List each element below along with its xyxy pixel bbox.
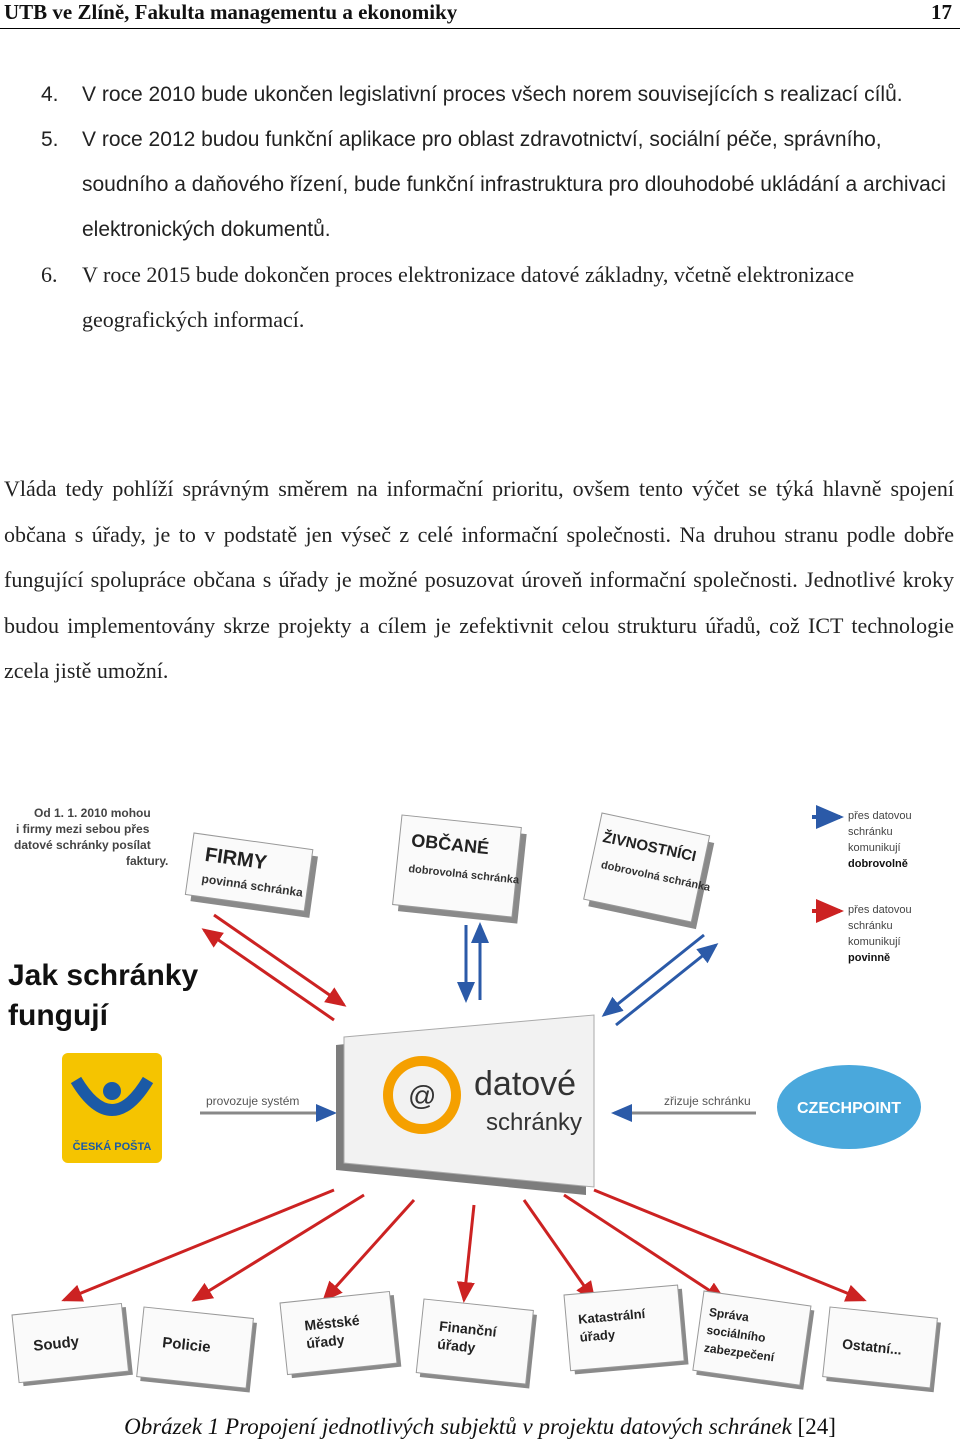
legend-line: schránku <box>848 920 893 932</box>
box-label: Policie <box>161 1334 212 1357</box>
box-label: Soudy <box>32 1333 80 1355</box>
legend-line: schránku <box>848 826 893 838</box>
box-sub: dobrovolná schránka <box>407 862 520 887</box>
caption-text: Obrázek 1 Propojení jednotlivých subjektů v projektu datových schránek <box>124 1414 792 1439</box>
note-line: i firmy mezi sebou přes <box>16 822 150 836</box>
box-label: úřady <box>579 1326 616 1345</box>
list-item <box>0 117 960 252</box>
legend-bold: dobrovolně <box>848 858 908 870</box>
legend-bold: povinně <box>848 952 891 964</box>
page-header <box>0 0 960 29</box>
legend <box>812 810 912 964</box>
box-sprava-socialniho-zabezpeceni <box>692 1291 815 1390</box>
note-line: fakturу. <box>126 854 169 868</box>
headline-line: fungují <box>8 999 108 1032</box>
figure-datove-schranky <box>4 795 956 1395</box>
headline <box>8 959 198 1032</box>
arrow-firmy-back <box>204 930 334 1020</box>
box-label: Městské <box>303 1311 361 1334</box>
list-number: 5. <box>41 128 59 151</box>
list-number: 4. <box>41 83 59 106</box>
posta-label: ČESKÁ POŠTA <box>72 1141 152 1153</box>
box-firmy <box>185 833 319 918</box>
box-katastralni-urady <box>564 1285 689 1375</box>
arrow-zivnostnici <box>604 935 704 1015</box>
box-label: Správa <box>708 1304 750 1325</box>
box-zivnostnici <box>582 813 721 930</box>
box-label: Katastrální <box>577 1306 646 1327</box>
body-paragraph: Vláda tedy pohlíží správným směrem na informační prioritu, ovšem tento výčet se týká hlavně spojení občana s úřady, je to v podstatě jen výseč z celé informační společnosti. Na druhou stranu podle dobře fungující spolupráce občana s úřady je možné posuzovat úroveň informační společnosti. Jednotlivé kroky budou implementovány skrze projekty a cílem je zefektivnit celou strukturu úřadů, což ICT technologie zcela jistě umožní. <box>4 476 954 683</box>
list-text: V roce 2010 bude ukončen legislativní proces všech norem souvisejících s realizací cílů. <box>82 83 903 106</box>
logo-ceska-posta <box>62 1053 162 1163</box>
legend-line: komunikují <box>848 936 901 948</box>
box-sub: dobrovolná schránka <box>599 859 712 894</box>
box-label: sociálního <box>705 1322 767 1345</box>
box-policie <box>136 1307 257 1393</box>
box-ostatni <box>822 1307 941 1392</box>
arrow-firmy <box>214 915 344 1005</box>
legend-line: přes datovou <box>848 810 912 822</box>
arrow-zivnostnici-back <box>616 945 716 1025</box>
label-establishes: zřizuje schránku <box>664 1094 751 1108</box>
brand-line: datové <box>474 1065 577 1103</box>
box-label: zabezpečení <box>703 1340 776 1365</box>
numbered-list <box>0 72 960 342</box>
legend-line: přes datovou <box>848 904 912 916</box>
box-soudy <box>12 1303 133 1387</box>
list-item <box>0 72 960 117</box>
list-text: V roce 2012 budou funkční aplikace pro oblast zdravotnictví, sociální péče, správního, soudního a daňového řízení, bude funkční infrastruktura pro dlouhodobé ukládání a archivaci elektronických dokumentů. <box>82 128 946 241</box>
list-number: 6. <box>41 262 58 287</box>
list-text: V roce 2015 bude dokončen proces elektronizace datové základny, včetně elektronizace geografických informací. <box>82 262 855 332</box>
bottom-arrows <box>64 1190 864 1300</box>
box-sub: povinná schránka <box>200 871 304 900</box>
box-title: OBČANÉ <box>410 830 491 859</box>
caption-reference: [24] <box>797 1414 836 1439</box>
box-label: Finanční <box>438 1317 498 1340</box>
center-box <box>336 1015 594 1195</box>
box-label: úřady <box>305 1331 346 1352</box>
box-label: úřady <box>436 1335 477 1356</box>
box-title: FIRMY <box>203 843 269 875</box>
label-operates: provozuje systém <box>206 1094 300 1108</box>
czechpoint-label: CZECHPOINT <box>797 1100 901 1117</box>
svg-text:@: @ <box>408 1080 437 1111</box>
list-item <box>0 252 960 342</box>
legend-line: komunikují <box>848 842 901 854</box>
figure-caption <box>0 1414 960 1440</box>
header-title: UTB ve Zlíně, Fakulta managementu a ekonomiky <box>4 0 458 24</box>
box-title: ŽIVNOSTNÍCI <box>601 828 698 866</box>
note-line: datové schránky posílat <box>14 838 151 852</box>
note-line: Od 1. 1. 2010 mohou <box>34 806 151 820</box>
box-financni-urady <box>416 1299 538 1388</box>
box-mestske-urady <box>280 1291 401 1379</box>
box-obcane <box>392 815 527 924</box>
logo-czechpoint <box>777 1065 921 1149</box>
note-left <box>14 806 168 868</box>
brand-line: schránky <box>486 1109 583 1136</box>
page-number: 17 <box>931 0 952 24</box>
headline-line: Jak schránky <box>8 959 199 992</box>
box-label: Ostatní... <box>841 1335 903 1358</box>
